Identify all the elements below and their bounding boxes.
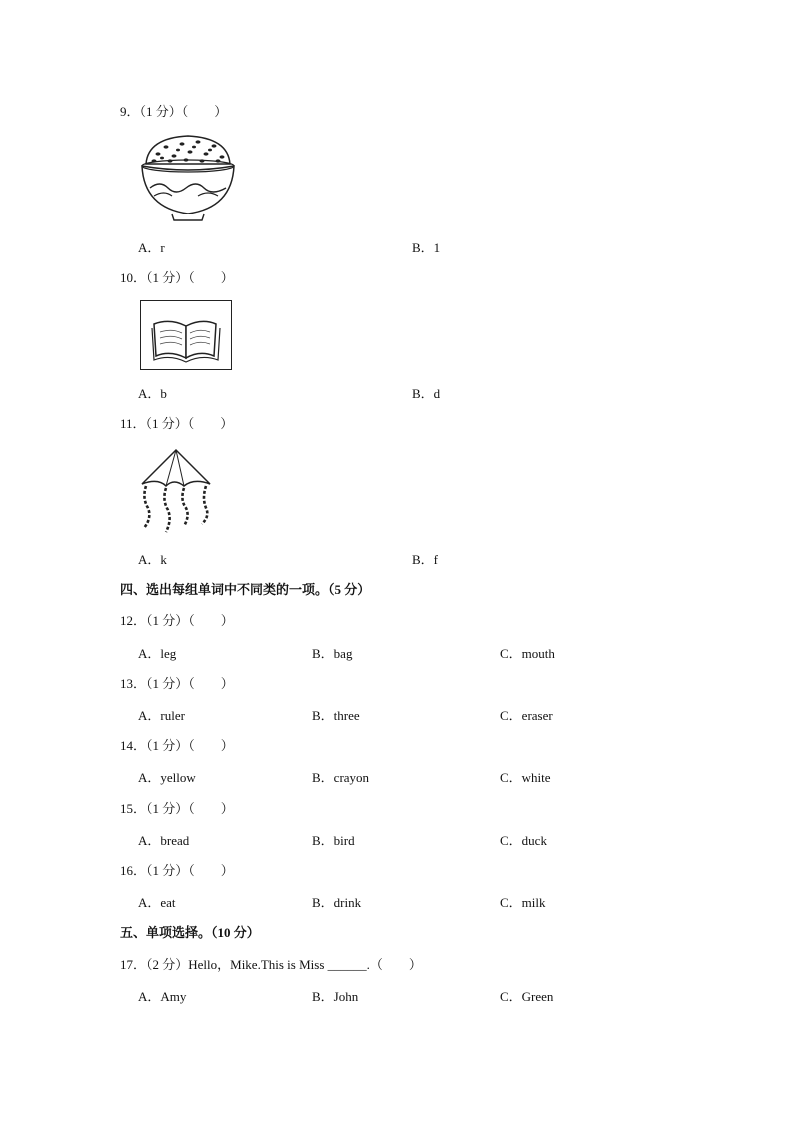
question-16-option-b: B．drink: [312, 895, 362, 910]
question-12-option-a: A．leg: [138, 646, 177, 661]
question-12-option-c: C．mouth: [500, 646, 555, 661]
question-16-stem: 16．（1 分）（ ）: [120, 863, 234, 878]
question-9-option-b: B．1: [412, 240, 441, 255]
question-14-stem: 14．（1 分）（ ）: [120, 738, 234, 753]
question-17-option-b: B．John: [312, 989, 359, 1004]
rice-bowl-image: [138, 130, 238, 224]
section-five-heading: 五、单项选择。（10 分）: [120, 925, 260, 940]
question-17-option-c: C．Green: [500, 989, 554, 1004]
question-16-option-c: C．milk: [500, 895, 546, 910]
question-9-stem: 9．（1 分）（ ）: [120, 104, 228, 119]
question-10-stem: 10．（1 分）（ ）: [120, 270, 234, 285]
question-12-option-b: B．bag: [312, 646, 353, 661]
question-14-option-a: A．yellow: [138, 770, 196, 785]
question-13-option-c: C．eraser: [500, 708, 553, 723]
question-15-option-c: C．duck: [500, 833, 547, 848]
kite-image: [136, 446, 216, 534]
open-book-image: [140, 300, 232, 370]
section-four-heading: 四、选出每组单词中不同类的一项。（5 分）: [120, 582, 371, 597]
question-13-option-a: A．ruler: [138, 708, 185, 723]
question-10-option-b: B．d: [412, 386, 441, 401]
question-17-option-a: A．Amy: [138, 989, 187, 1004]
question-11-stem: 11．（1 分）（ ）: [120, 416, 234, 431]
question-16-option-a: A．eat: [138, 895, 176, 910]
question-9-option-a: A．r: [138, 240, 165, 255]
question-14-option-b: B．crayon: [312, 770, 370, 785]
question-12-stem: 12．（1 分）（ ）: [120, 613, 234, 628]
question-17-stem: 17．（2 分）Hello，Mike.This is Miss ______.（ ）: [120, 957, 422, 972]
question-11-option-b: B．f: [412, 552, 439, 567]
question-15-stem: 15．（1 分）（ ）: [120, 801, 234, 816]
question-15-option-a: A．bread: [138, 833, 190, 848]
question-13-option-b: B．three: [312, 708, 360, 723]
question-14-option-c: C．white: [500, 770, 551, 785]
question-10-option-a: A．b: [138, 386, 167, 401]
question-15-option-b: B．bird: [312, 833, 355, 848]
question-13-stem: 13．（1 分）（ ）: [120, 676, 234, 691]
question-11-option-a: A．k: [138, 552, 167, 567]
